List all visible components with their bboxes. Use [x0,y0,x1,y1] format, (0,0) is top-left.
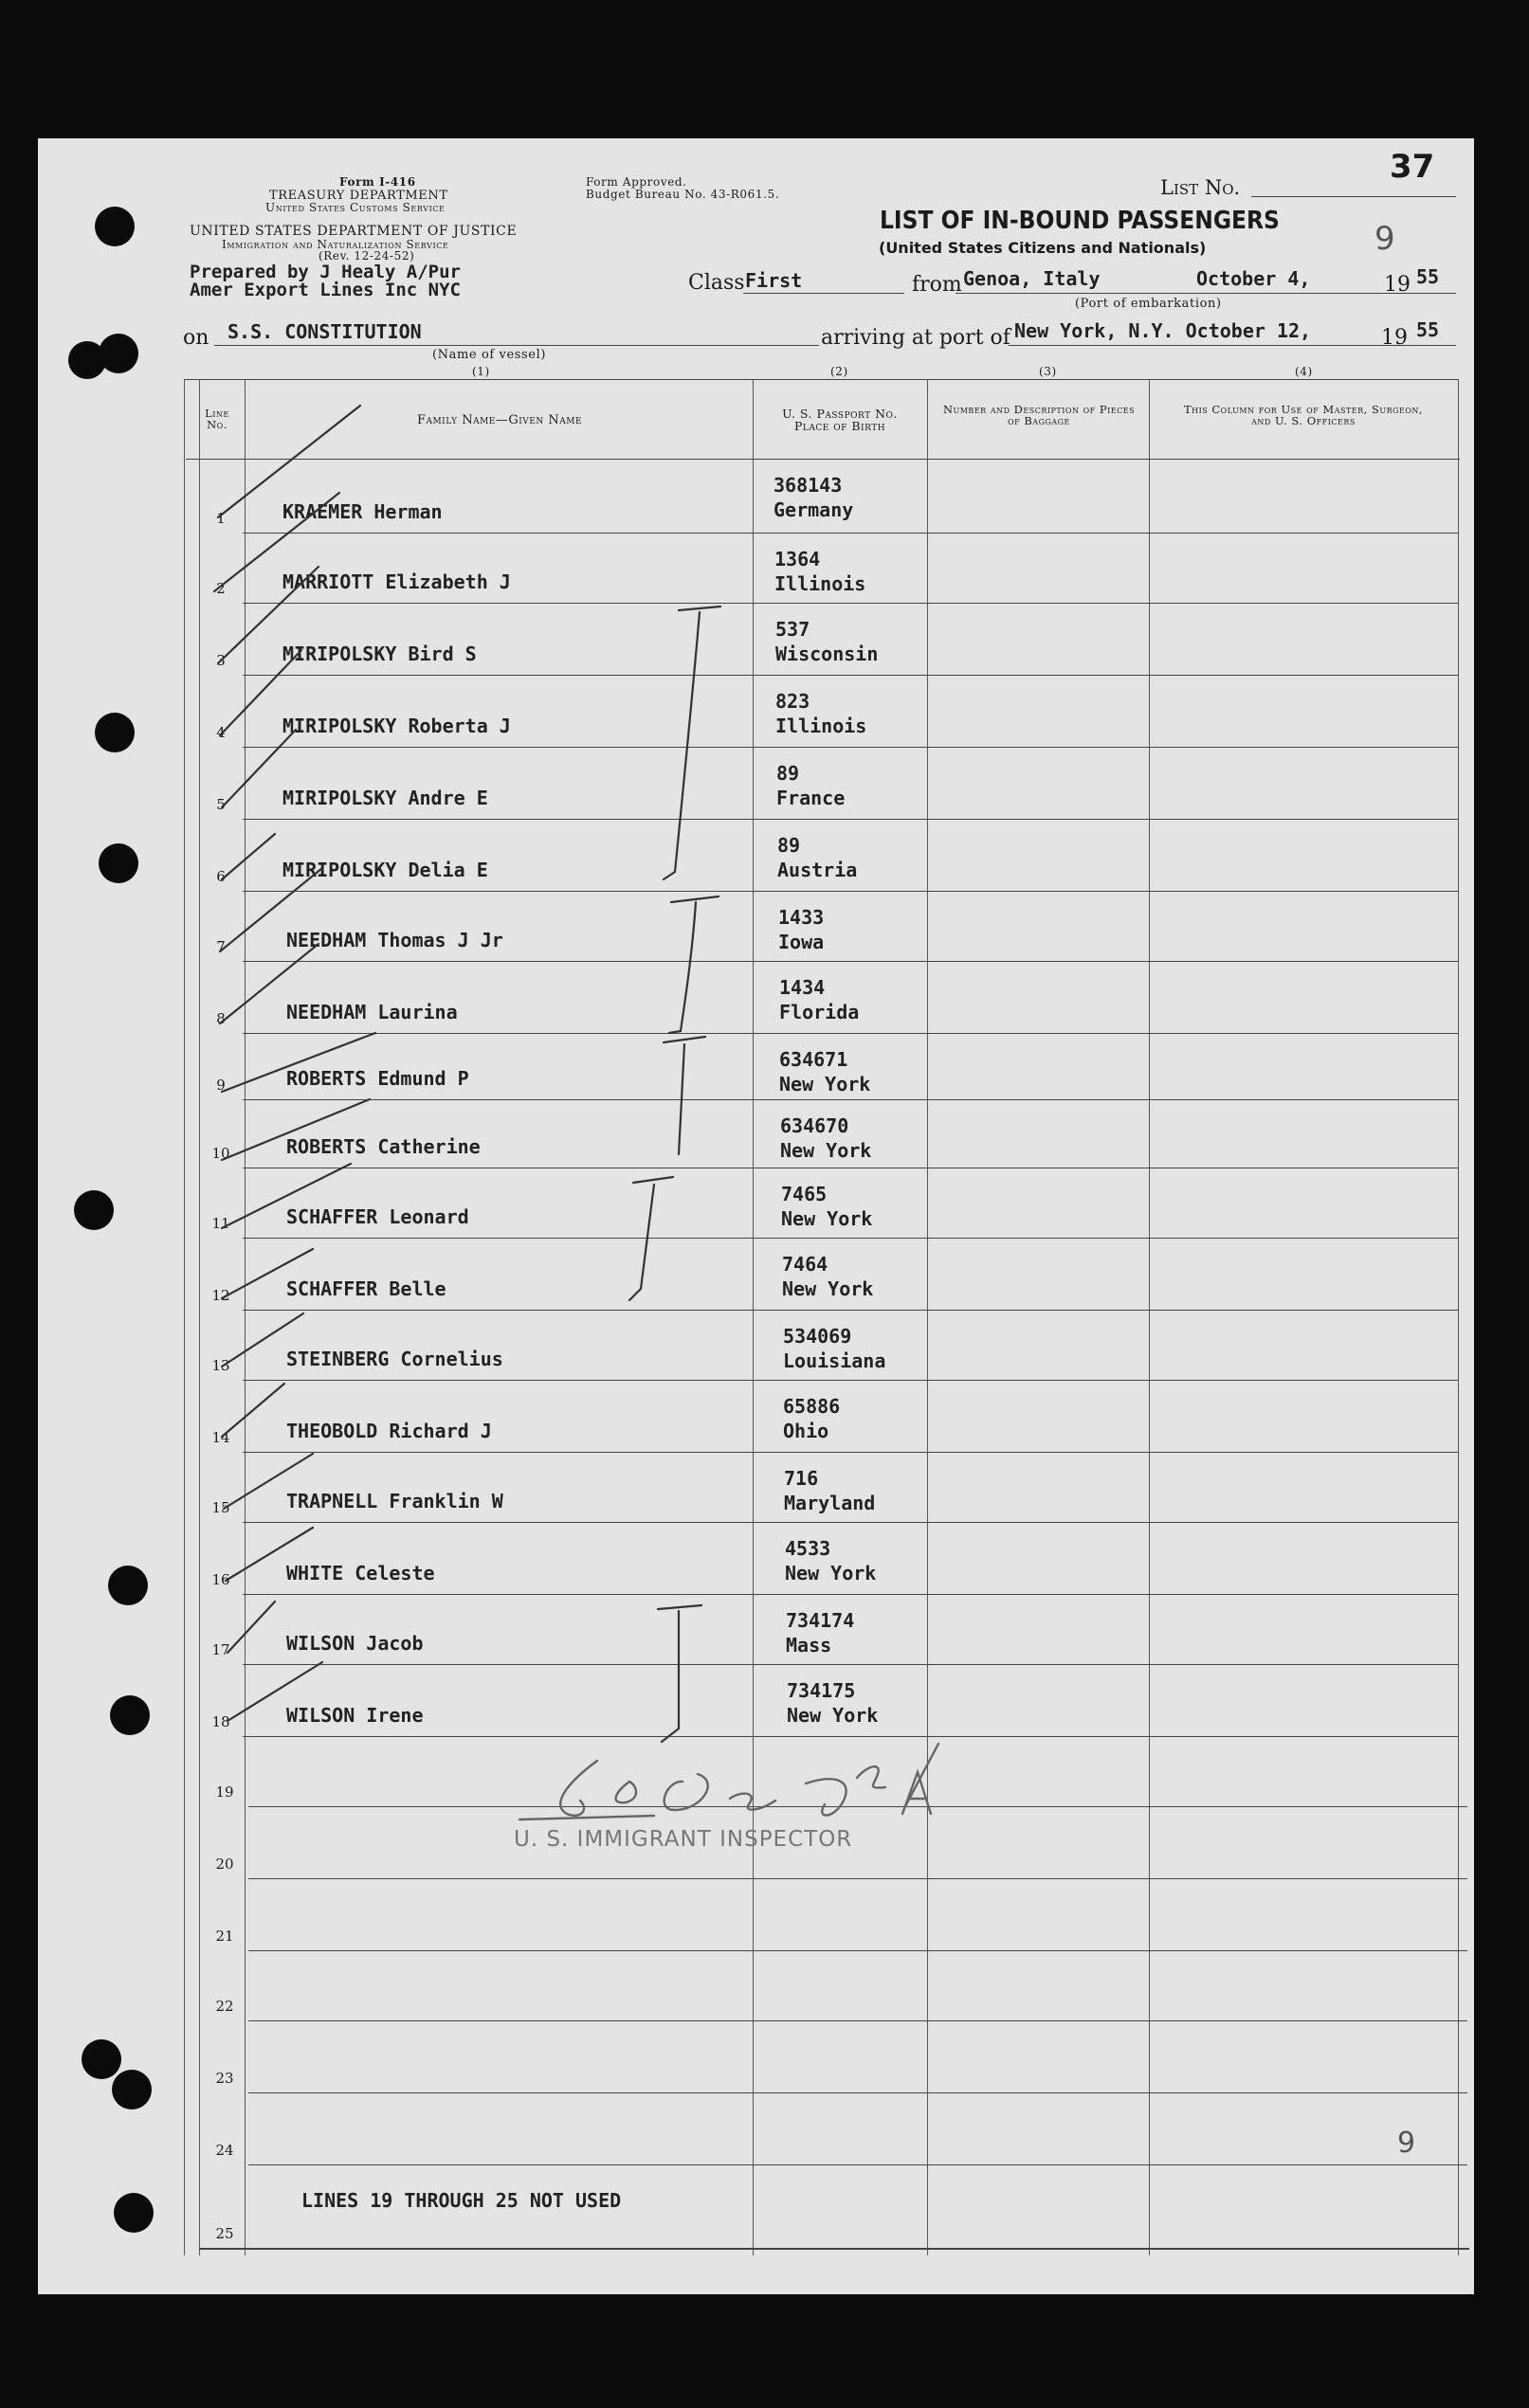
passenger-name: SCHAFFER Belle [286,1277,446,1300]
passport-number: 823 [775,690,810,713]
line-number: 18 [211,1713,230,1730]
department-of-justice: UNITED STATES DEPARTMENT OF JUSTICE [190,224,518,239]
passenger-name: STEINBERG Cornelius [286,1348,503,1370]
line-number: 7 [216,938,226,955]
passport-number: 65886 [783,1395,841,1418]
passport-number: 89 [776,762,800,785]
budget-bureau: Budget Bureau No. 43-R061.5. [586,188,780,201]
port-caption: (Port of embarkation) [1075,297,1222,311]
place-of-birth: Ohio [783,1420,829,1442]
place-of-birth: New York [779,1073,871,1095]
place-of-birth: Germany [774,498,854,521]
passenger-name: NEEDHAM Laurina [286,1001,458,1023]
column-number-4: (4) [1295,365,1313,378]
line-number: 10 [211,1145,230,1162]
line-number: 3 [216,652,226,669]
passport-number: 7465 [781,1183,828,1205]
passenger-name: WILSON Jacob [286,1632,424,1655]
line-number: 4 [216,724,226,741]
on-label: on [183,326,209,350]
page-number: 37 [1390,148,1435,186]
signature-text [569,1772,573,1773]
passport-number: 1433 [778,906,825,929]
passenger-name: MIRIPOLSKY Andre E [282,787,488,809]
passport-number: 1364 [774,548,821,570]
line-number: 24 [215,2142,234,2159]
form-id: Form I-416 [339,175,416,189]
line-number: 8 [216,1010,226,1027]
passport-number: 368143 [774,474,843,497]
place-of-birth: Illinois [774,572,866,595]
list-title: LIST OF IN-BOUND PASSENGERS [880,207,1280,235]
line-number: 6 [216,868,226,885]
form-approved: Form Approved. [586,175,687,189]
line-number: 13 [211,1357,230,1374]
place-of-birth: Austria [777,859,858,881]
line-number: 25 [215,2225,234,2242]
passenger-name: WILSON Irene [286,1704,424,1727]
passenger-name: KRAEMER Herman [282,500,443,523]
passenger-name: MIRIPOLSKY Delia E [282,859,488,881]
place-of-birth: Illinois [775,715,867,737]
vessel-caption: (Name of vessel) [432,348,547,362]
line-number: 19 [215,1783,234,1801]
passport-number: 4533 [785,1537,831,1560]
arrival-year-prefix: 19 [1381,326,1408,350]
line-number: 20 [215,1856,234,1873]
line-number: 14 [211,1429,230,1446]
vessel-name: S.S. CONSTITUTION [228,320,422,343]
passenger-name: ROBERTS Edmund P [286,1067,469,1090]
line-number: 15 [211,1499,230,1516]
passport-number: 89 [777,834,801,857]
line-number: 2 [216,580,226,597]
place-of-birth: New York [780,1139,872,1162]
line-number: 9 [216,1077,226,1094]
line-number: 16 [211,1571,230,1588]
column-number-3: (3) [1039,365,1057,378]
embark-date: October 4, [1196,267,1311,290]
embark-year-prefix: 19 [1384,273,1411,297]
place-of-birth: Louisiana [783,1349,886,1372]
passport-number: 734175 [787,1679,856,1702]
passport-number: 716 [784,1467,819,1490]
line-number: 1 [216,510,226,527]
column-header-baggage: Number and Description of Pieces of Baggage [942,403,1136,427]
place-of-birth: Florida [779,1001,860,1023]
column-number-1: (1) [472,365,490,378]
line-number: 22 [215,1998,234,2015]
passenger-name: ROBERTS Catherine [286,1135,481,1158]
line-number: 5 [216,796,226,813]
line-number: 11 [211,1215,230,1232]
place-of-birth: France [776,787,846,809]
passport-number: 1434 [779,976,826,999]
column-header-name: Family Name—Given Name [416,413,583,427]
line-number: 23 [215,2070,234,2087]
passenger-name: NEEDHAM Thomas J Jr [286,929,503,951]
line-number: 12 [211,1287,230,1304]
ins-label: Immigration and Naturalization Service [222,238,449,251]
list-subtitle: (United States Citizens and Nationals) [879,239,1207,257]
place-of-birth: Iowa [778,931,825,953]
passport-number: 534069 [783,1325,852,1348]
treasury-department: TREASURY DEPARTMENT [269,189,448,203]
passenger-name: WHITE Celeste [286,1562,435,1584]
inspector-stamp: U. S. IMMIGRANT INSPECTOR [514,1827,853,1852]
place-of-birth: New York [782,1277,874,1300]
place-of-birth: Maryland [784,1492,876,1514]
column-header-line-no: Line No. [205,407,229,431]
not-used-note: LINES 19 THROUGH 25 NOT USED [301,2189,622,2212]
from-value: Genoa, Italy [963,267,1101,290]
passenger-name: TRAPNELL Franklin W [286,1490,503,1512]
handwritten-list-number: 9 [1374,220,1395,258]
line-number: 21 [215,1928,234,1945]
place-of-birth: New York [787,1704,879,1727]
arriving-label: arriving at port of [821,326,1010,350]
company: Amer Export Lines Inc NYC [190,280,461,300]
passenger-name: MIRIPOLSKY Roberta J [282,715,511,737]
passenger-name: SCHAFFER Leonard [286,1205,469,1228]
passport-number: 537 [775,618,810,641]
from-label: from [912,273,962,297]
passenger-name: MARRIOTT Elizabeth J [282,570,511,593]
embark-year: 55 [1416,265,1440,288]
revision: (Rev. 12-24-52) [319,249,415,263]
passenger-name: THEOBOLD Richard J [286,1420,492,1442]
prepared-by: Prepared by J Healy A/Pur [190,262,461,282]
passport-number: 734174 [786,1609,855,1632]
class-label: Class [688,271,745,295]
passport-number: 634670 [780,1114,849,1137]
list-no-label: List No. [1160,176,1241,199]
arrival-year: 55 [1416,318,1440,341]
line-number: 17 [211,1641,230,1658]
place-of-birth: New York [781,1207,873,1230]
customs-service: United States Customs Service [265,201,446,214]
place-of-birth: Wisconsin [775,643,879,665]
passport-number: 7464 [782,1253,828,1276]
handwritten-bottom-number: 9 [1397,2127,1416,2160]
column-number-2: (2) [830,365,848,378]
arrival-port-date: New York, N.Y. October 12, [1014,319,1312,342]
passport-number: 634671 [779,1048,848,1071]
class-value: First [745,269,803,292]
column-header-passport: U. S. Passport No. Place of Birth [782,407,898,433]
place-of-birth: Mass [786,1634,832,1657]
column-header-officers: This Column for Use of Master, Surgeon, and U. S. Officers [1183,403,1424,427]
place-of-birth: New York [785,1562,877,1584]
passenger-name: MIRIPOLSKY Bird S [282,643,477,665]
